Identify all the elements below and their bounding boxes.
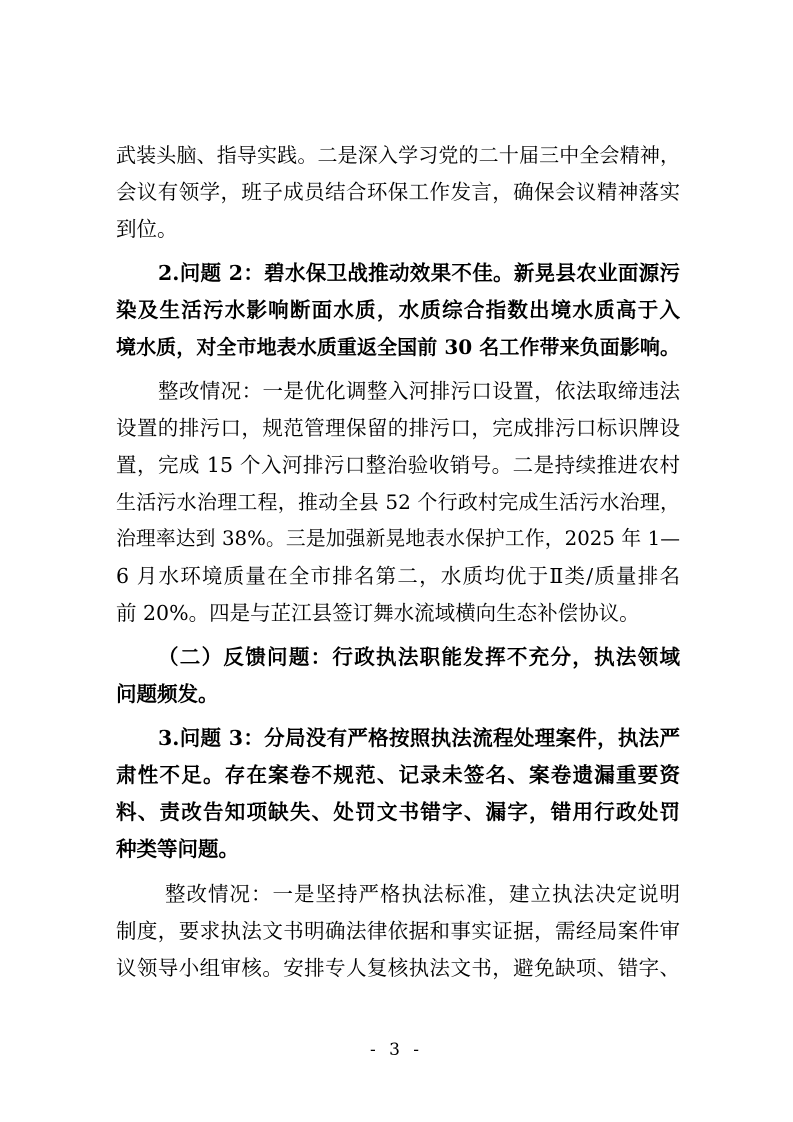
text-line: 6 月水环境质量在全市排名第二，水质均优于Ⅱ类/质量排名 (116, 564, 680, 588)
text-line: （二）反馈问题：行政执法职能发挥不充分，执法领域 (158, 645, 680, 669)
text-line: 料、责改告知项缺失、处罚文书错字、漏字，错用行政处罚 (116, 800, 680, 824)
text-line: 设置的排污口，规范管理保留的排污口，完成排污口标识牌设 (116, 416, 680, 440)
text-line: 种类等问题。 (116, 837, 239, 861)
text-line: 2.问题 2：碧水保卫战推动效果不佳。新晃县农业面源污 (158, 261, 680, 285)
text-line: 问题频发。 (116, 682, 219, 706)
text-line: 到位。 (116, 217, 178, 241)
text-line: 武装头脑、指导实践。二是深入学习党的二十届三中全会精神， (116, 143, 680, 167)
text-line: 生活污水治理工程，推动全县 52 个行政村完成生活污水治理， (116, 490, 680, 514)
text-line: 制度，要求执法文书明确法律依据和事实证据，需经局案件审 (116, 919, 680, 943)
text-line: 置，完成 15 个入河排污口整治验收销号。二是持续推进农村 (116, 453, 680, 477)
text-line: 治理率达到 38%。三是加强新晃地表水保护工作，2025 年 1— (116, 527, 680, 550)
text-line: 整改情况：一是优化调整入河排污口设置，依法取缔违法 (158, 379, 680, 403)
text-line: 肃性不足。存在案卷不规范、记录未签名、案卷遗漏重要资 (116, 763, 680, 787)
text-line: 整改情况：一是坚持严格执法标准，建立执法决定说明 (165, 882, 680, 906)
text-line: 3.问题 3：分局没有严格按照执法流程处理案件，执法严 (158, 726, 680, 750)
text-line: 前 20%。四是与芷江县签订舞水流域横向生态补偿协议。 (116, 601, 640, 625)
page-number: - 3 - (369, 1040, 424, 1060)
text-line: 议领导小组审核。安排专人复核执法文书，避免缺项、错字、 (116, 956, 680, 980)
text-line: 会议有领学，班子成员结合环保工作发言，确保会议精神落实 (116, 180, 680, 204)
text-line: 染及生活污水影响断面水质，水质综合指数出境水质高于入 (116, 298, 680, 322)
text-line: 境水质，对全市地表水质重返全国前 30 名工作带来负面影响。 (116, 335, 680, 359)
